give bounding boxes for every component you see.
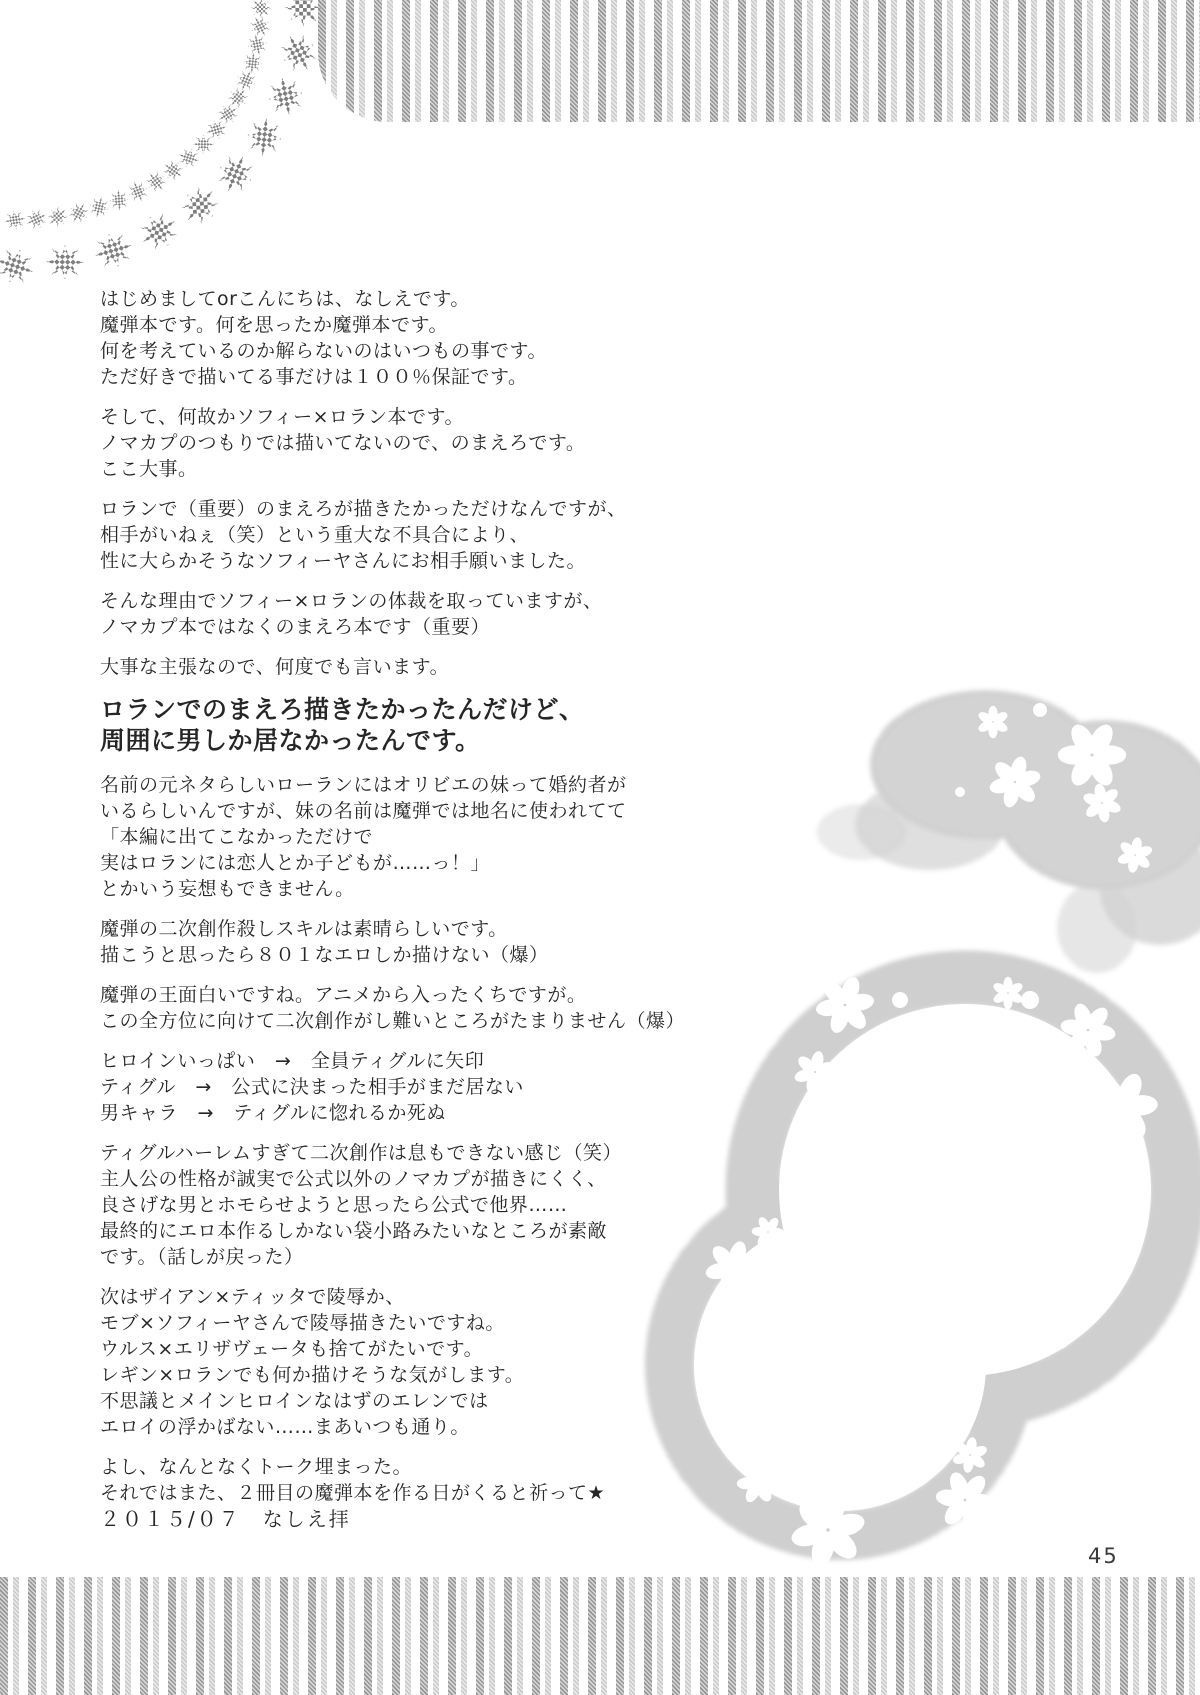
paragraph: ロランで（重要）のまえろが描きたかっただけなんですが、 相手がいねぇ（笑）という重大な不具合により、 性に大らかそうなソフィーヤさんにお相手願いました。 <box>100 498 627 572</box>
section-heading: ロランでのまえろ描きたかったんだけど、 周囲に男しか居なかったんです。 <box>100 695 585 755</box>
bottom-stripe-band <box>0 1577 1200 1695</box>
corner-star-garland <box>0 0 330 300</box>
paragraph: 魔弾の二次創作殺しスキルは素晴らしいです。 描こうと思ったら８０１なエロしか描けない（爆） <box>100 918 549 966</box>
paragraph: 大事な主張なので、何度でも言います。 <box>100 656 450 678</box>
paragraph: よし、なんとなくトーク埋まった。 それではまた、２冊目の魔弾本を作る日がくると祈って★ <box>100 1456 606 1504</box>
afterword-text <box>100 286 700 1520</box>
signature-text: ２０１５/０７ なしえ拝 <box>100 1507 351 1531</box>
page-number: 45 <box>1088 1544 1119 1568</box>
signature-line <box>100 1506 700 1533</box>
paragraph: ヒロインいっぱい → 全員ティグルに矢印 ティグル → 公式に決まった相手がまだ居ない 男キャラ → ティグルに惚れるか死ぬ <box>100 1050 524 1124</box>
top-stripe-band <box>318 0 1200 122</box>
paragraph: 次はザイアン×ティッタで陵辱か、 モブ×ソフィーヤさんで陵辱描きたいですね。 ウルス×エリザヴェータも捨てがたいです。 レギン×ロランでも何か描けそうな気がします。 不思議とメインヒロインなはずのエレンでは エロイの浮かばない……まあいつも通り。 <box>100 1286 525 1438</box>
paragraph: そんな理由でソフィー×ロランの体裁を取っていますが、 ノマカプ本ではなくのまえろ本です（重要） <box>100 590 603 638</box>
star-garland-icon <box>0 0 330 300</box>
paragraph: はじめましてorこんにちは、なしえです。 魔弾本です。何を思ったか魔弾本です。 何を考えているのか解らないのはいつもの事です。 ただ好きで描いてる事だけは１００％保証です。 <box>100 288 547 388</box>
paragraph: 名前の元ネタらしいローランにはオリビエの妹って婚約者が いるらしいんですが、妹の名前は魔弾では地名に使われてて 「本編に出てこなかっただけで 実はロランには恋人とか子どもが……っ！」 とかいう妄想もできません。 <box>100 774 627 900</box>
paragraph: ティグルハーレムすぎて二次創作は息もできない感じ（笑） 主人公の性格が誠実で公式以外のノマカプが描きにくく、 良さげな男とホモらせようと思ったら公式で他界…… 最終的にエロ本作るしかない袋小路みたいなところが素敵 です。（話しが戻った） <box>100 1142 622 1268</box>
paragraph: 魔弾の王面白いですね。アニメから入ったくちですが。 この全方位に向けて二次創作がし難いところがたまりません（爆） <box>100 984 686 1032</box>
paragraph: そして、何故かソフィー×ロラン本です。 ノマカプのつもりでは描いてないので、のまえろです。 ここ大事。 <box>100 406 586 480</box>
